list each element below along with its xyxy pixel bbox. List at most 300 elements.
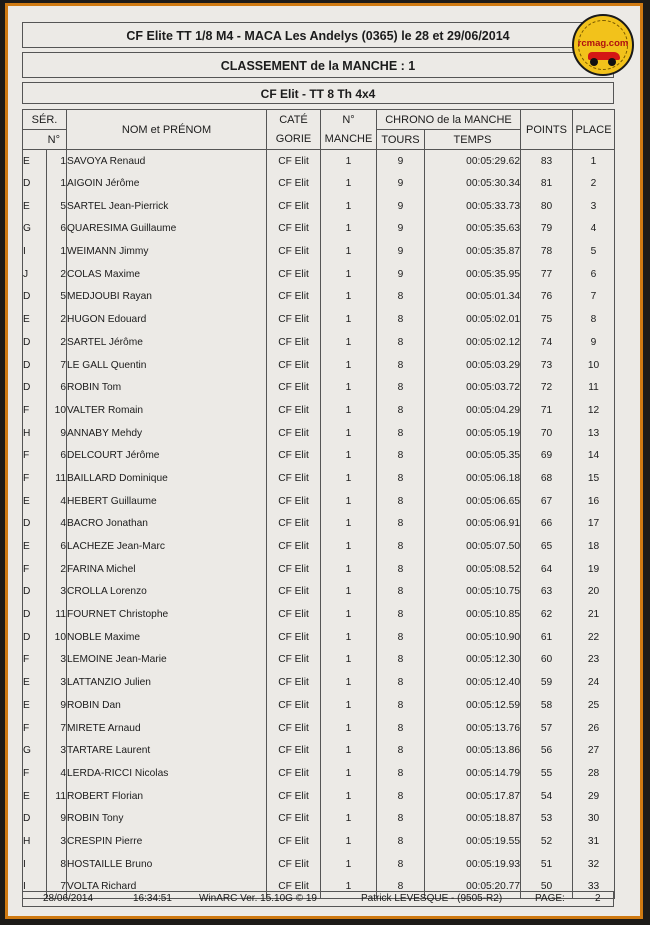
race-time: 00:05:04.29 xyxy=(425,399,521,422)
pilot-name: DELCOURT Jérôme xyxy=(67,444,267,467)
pilot-name: SARTEL Jérôme xyxy=(67,331,267,354)
manche-number: 1 xyxy=(321,581,377,604)
place: 16 xyxy=(573,490,615,513)
start-number: 5 xyxy=(47,286,67,309)
points: 55 xyxy=(521,762,573,785)
points: 73 xyxy=(521,354,573,377)
category: CF Elit xyxy=(267,376,321,399)
manche-number: 1 xyxy=(321,399,377,422)
laps: 8 xyxy=(377,853,425,876)
manche-number: 1 xyxy=(321,626,377,649)
points: 57 xyxy=(521,717,573,740)
pilot-name: MEDJOUBI Rayan xyxy=(67,286,267,309)
race-time: 00:05:12.59 xyxy=(425,694,521,717)
table-row xyxy=(23,490,615,513)
points: 67 xyxy=(521,490,573,513)
table-row xyxy=(23,218,615,241)
category: CF Elit xyxy=(267,308,321,331)
category: CF Elit xyxy=(267,286,321,309)
category: CF Elit xyxy=(267,694,321,717)
table-row xyxy=(23,263,615,286)
pilot-name: CRESPIN Pierre xyxy=(67,830,267,853)
category: CF Elit xyxy=(267,399,321,422)
pilot-name: ANNABY Mehdy xyxy=(67,422,267,445)
points: 50 xyxy=(521,876,573,899)
place: 17 xyxy=(573,513,615,536)
place: 19 xyxy=(573,558,615,581)
laps: 9 xyxy=(377,240,425,263)
serie-letter: D xyxy=(23,331,47,354)
points: 61 xyxy=(521,626,573,649)
manche-number: 1 xyxy=(321,172,377,195)
start-number: 7 xyxy=(47,354,67,377)
place: 4 xyxy=(573,218,615,241)
table-row xyxy=(23,399,615,422)
serie-letter: F xyxy=(23,558,47,581)
start-number: 1 xyxy=(47,172,67,195)
category: CF Elit xyxy=(267,876,321,899)
manche-number: 1 xyxy=(321,490,377,513)
place: 9 xyxy=(573,331,615,354)
pilot-name: VOLTA Richard xyxy=(67,876,267,899)
start-number: 2 xyxy=(47,331,67,354)
start-number: 6 xyxy=(47,444,67,467)
start-number: 4 xyxy=(47,513,67,536)
category: CF Elit xyxy=(267,331,321,354)
points: 81 xyxy=(521,172,573,195)
place: 18 xyxy=(573,535,615,558)
table-row xyxy=(23,354,615,377)
serie-letter: E xyxy=(23,671,47,694)
manche-number: 1 xyxy=(321,853,377,876)
serie-letter: E xyxy=(23,490,47,513)
serie-letter: D xyxy=(23,581,47,604)
race-time: 00:05:07.50 xyxy=(425,535,521,558)
points: 68 xyxy=(521,467,573,490)
manche-number: 1 xyxy=(321,535,377,558)
race-time: 00:05:35.95 xyxy=(425,263,521,286)
col-tours-header: TOURS xyxy=(377,130,425,150)
race-time: 00:05:14.79 xyxy=(425,762,521,785)
laps: 8 xyxy=(377,807,425,830)
col-num-header: N° xyxy=(23,130,67,150)
table-row xyxy=(23,150,615,173)
start-number: 9 xyxy=(47,694,67,717)
manche-number: 1 xyxy=(321,331,377,354)
category: CF Elit xyxy=(267,422,321,445)
serie-letter: J xyxy=(23,263,47,286)
race-time: 00:05:05.35 xyxy=(425,444,521,467)
place: 1 xyxy=(573,150,615,173)
category: CF Elit xyxy=(267,830,321,853)
laps: 8 xyxy=(377,876,425,899)
place: 29 xyxy=(573,785,615,808)
table-row xyxy=(23,467,615,490)
start-number: 6 xyxy=(47,218,67,241)
serie-letter: H xyxy=(23,422,47,445)
results-body xyxy=(23,150,615,899)
race-time: 00:05:35.87 xyxy=(425,240,521,263)
points: 80 xyxy=(521,195,573,218)
place: 26 xyxy=(573,717,615,740)
classement-title: CLASSEMENT de la MANCHE : 1 xyxy=(22,52,614,78)
race-time: 00:05:12.40 xyxy=(425,671,521,694)
table-row xyxy=(23,717,615,740)
pilot-name: FOURNET Christophe xyxy=(67,603,267,626)
place: 32 xyxy=(573,853,615,876)
laps: 8 xyxy=(377,490,425,513)
race-time: 00:05:02.01 xyxy=(425,308,521,331)
event-title: CF Elite TT 1/8 M4 - MACA Les Andelys (0365) le 28 et 29/06/2014 xyxy=(22,22,614,48)
place: 27 xyxy=(573,739,615,762)
start-number: 10 xyxy=(47,399,67,422)
points: 51 xyxy=(521,853,573,876)
laps: 8 xyxy=(377,331,425,354)
points: 53 xyxy=(521,807,573,830)
serie-letter: E xyxy=(23,535,47,558)
footer-author: Patrick LEVESQUE - (9505-R2) xyxy=(361,893,503,904)
place: 21 xyxy=(573,603,615,626)
manche-number: 1 xyxy=(321,671,377,694)
laps: 9 xyxy=(377,195,425,218)
serie-letter: E xyxy=(23,308,47,331)
category: CF Elit xyxy=(267,513,321,536)
pilot-name: ROBIN Tony xyxy=(67,807,267,830)
pilot-name: ROBIN Tom xyxy=(67,376,267,399)
manche-number: 1 xyxy=(321,240,377,263)
start-number: 1 xyxy=(47,150,67,173)
points: 74 xyxy=(521,331,573,354)
serie-letter: G xyxy=(23,218,47,241)
start-number: 9 xyxy=(47,807,67,830)
place: 30 xyxy=(573,807,615,830)
serie-letter: D xyxy=(23,626,47,649)
manche-number: 1 xyxy=(321,649,377,672)
category: CF Elit xyxy=(267,807,321,830)
wheel-icon xyxy=(608,58,616,66)
start-number: 5 xyxy=(47,195,67,218)
serie-letter: F xyxy=(23,444,47,467)
manche-number: 1 xyxy=(321,762,377,785)
serie-letter: F xyxy=(23,717,47,740)
serie-letter: D xyxy=(23,513,47,536)
start-number: 2 xyxy=(47,308,67,331)
points: 62 xyxy=(521,603,573,626)
pilot-name: BACRO Jonathan xyxy=(67,513,267,536)
laps: 8 xyxy=(377,581,425,604)
col-manche2-header: MANCHE xyxy=(321,130,377,150)
category: CF Elit xyxy=(267,649,321,672)
table-row xyxy=(23,626,615,649)
category: CF Elit xyxy=(267,150,321,173)
laps: 8 xyxy=(377,444,425,467)
points: 75 xyxy=(521,308,573,331)
serie-letter: D xyxy=(23,376,47,399)
start-number: 8 xyxy=(47,853,67,876)
points: 59 xyxy=(521,671,573,694)
pilot-name: ROBERT Florian xyxy=(67,785,267,808)
start-number: 2 xyxy=(47,263,67,286)
points: 71 xyxy=(521,399,573,422)
footer-date: 28/06/2014 xyxy=(43,893,94,904)
serie-letter: I xyxy=(23,240,47,263)
points: 65 xyxy=(521,535,573,558)
footer-page-label: PAGE: xyxy=(535,893,565,904)
table-row xyxy=(23,807,615,830)
wheel-icon xyxy=(590,58,598,66)
category: CF Elit xyxy=(267,581,321,604)
place: 22 xyxy=(573,626,615,649)
col-ser-header: SÉR. xyxy=(23,110,67,130)
footer-time: 16:34:51 xyxy=(133,893,172,904)
laps: 9 xyxy=(377,263,425,286)
points: 63 xyxy=(521,581,573,604)
start-number: 10 xyxy=(47,626,67,649)
footer-bar xyxy=(22,891,614,907)
pilot-name: NOBLE Maxime xyxy=(67,626,267,649)
col-points-header: POINTS xyxy=(521,110,573,150)
start-number: 7 xyxy=(47,717,67,740)
race-time: 00:05:08.52 xyxy=(425,558,521,581)
pilot-name: LEMOINE Jean-Marie xyxy=(67,649,267,672)
place: 8 xyxy=(573,308,615,331)
laps: 8 xyxy=(377,535,425,558)
category: CF Elit xyxy=(267,671,321,694)
laps: 8 xyxy=(377,308,425,331)
laps: 8 xyxy=(377,376,425,399)
start-number: 11 xyxy=(47,603,67,626)
category: CF Elit xyxy=(267,603,321,626)
manche-number: 1 xyxy=(321,876,377,899)
rcmag-logo xyxy=(572,14,634,76)
manche-number: 1 xyxy=(321,263,377,286)
serie-letter: F xyxy=(23,649,47,672)
laps: 8 xyxy=(377,717,425,740)
start-number: 7 xyxy=(47,876,67,899)
col-chrono-header: CHRONO de la MANCHE xyxy=(377,110,521,130)
race-time: 00:05:20.77 xyxy=(425,876,521,899)
place: 10 xyxy=(573,354,615,377)
points: 83 xyxy=(521,150,573,173)
category: CF Elit xyxy=(267,240,321,263)
laps: 8 xyxy=(377,830,425,853)
pilot-name: WEIMANN Jimmy xyxy=(67,240,267,263)
table-row xyxy=(23,513,615,536)
points: 69 xyxy=(521,444,573,467)
start-number: 1 xyxy=(47,240,67,263)
manche-number: 1 xyxy=(321,785,377,808)
points: 64 xyxy=(521,558,573,581)
place: 23 xyxy=(573,649,615,672)
laps: 8 xyxy=(377,739,425,762)
race-time: 00:05:03.29 xyxy=(425,354,521,377)
table-row xyxy=(23,558,615,581)
serie-letter: F xyxy=(23,399,47,422)
category: CF Elit xyxy=(267,444,321,467)
serie-letter: D xyxy=(23,603,47,626)
points: 72 xyxy=(521,376,573,399)
col-name-header: NOM et PRÉNOM xyxy=(67,110,267,150)
place: 31 xyxy=(573,830,615,853)
place: 13 xyxy=(573,422,615,445)
pilot-name: LATTANZIO Julien xyxy=(67,671,267,694)
race-time: 00:05:05.19 xyxy=(425,422,521,445)
category: CF Elit xyxy=(267,785,321,808)
table-row xyxy=(23,853,615,876)
points: 52 xyxy=(521,830,573,853)
manche-number: 1 xyxy=(321,308,377,331)
start-number: 3 xyxy=(47,739,67,762)
race-time: 00:05:06.91 xyxy=(425,513,521,536)
race-time: 00:05:35.63 xyxy=(425,218,521,241)
table-row xyxy=(23,785,615,808)
category: CF Elit xyxy=(267,739,321,762)
pilot-name: CROLLA Lorenzo xyxy=(67,581,267,604)
place: 2 xyxy=(573,172,615,195)
race-time: 00:05:06.65 xyxy=(425,490,521,513)
laps: 9 xyxy=(377,218,425,241)
results-table xyxy=(22,109,615,899)
race-time: 00:05:17.87 xyxy=(425,785,521,808)
race-time: 00:05:29.62 xyxy=(425,150,521,173)
points: 60 xyxy=(521,649,573,672)
logo-text: rcmag.com xyxy=(577,38,629,49)
place: 6 xyxy=(573,263,615,286)
laps: 8 xyxy=(377,422,425,445)
pilot-name: TARTARE Laurent xyxy=(67,739,267,762)
start-number: 3 xyxy=(47,649,67,672)
category-title: CF Elit - TT 8 Th 4x4 xyxy=(22,82,614,104)
race-time: 00:05:18.87 xyxy=(425,807,521,830)
start-number: 4 xyxy=(47,762,67,785)
start-number: 2 xyxy=(47,558,67,581)
race-time: 00:05:19.93 xyxy=(425,853,521,876)
table-row xyxy=(23,444,615,467)
laps: 8 xyxy=(377,399,425,422)
start-number: 11 xyxy=(47,785,67,808)
manche-number: 1 xyxy=(321,195,377,218)
table-row xyxy=(23,422,615,445)
laps: 8 xyxy=(377,694,425,717)
place: 7 xyxy=(573,286,615,309)
laps: 8 xyxy=(377,626,425,649)
table-row xyxy=(23,830,615,853)
start-number: 4 xyxy=(47,490,67,513)
laps: 8 xyxy=(377,558,425,581)
category: CF Elit xyxy=(267,172,321,195)
manche-number: 1 xyxy=(321,150,377,173)
laps: 8 xyxy=(377,762,425,785)
serie-letter: G xyxy=(23,739,47,762)
manche-number: 1 xyxy=(321,354,377,377)
col-cate-header: CATÉ xyxy=(267,110,321,130)
table-row xyxy=(23,739,615,762)
table-row xyxy=(23,603,615,626)
start-number: 3 xyxy=(47,830,67,853)
manche-number: 1 xyxy=(321,286,377,309)
pilot-name: AIGOIN Jérôme xyxy=(67,172,267,195)
race-time: 00:05:12.30 xyxy=(425,649,521,672)
laps: 8 xyxy=(377,671,425,694)
manche-number: 1 xyxy=(321,830,377,853)
pilot-name: HEBERT Guillaume xyxy=(67,490,267,513)
manche-number: 1 xyxy=(321,739,377,762)
race-time: 00:05:06.18 xyxy=(425,467,521,490)
race-time: 00:05:01.34 xyxy=(425,286,521,309)
points: 70 xyxy=(521,422,573,445)
start-number: 6 xyxy=(47,535,67,558)
footer-page-value: 2 xyxy=(595,893,601,904)
col-place-header: PLACE xyxy=(573,110,615,150)
pilot-name: BAILLARD Dominique xyxy=(67,467,267,490)
category: CF Elit xyxy=(267,762,321,785)
manche-number: 1 xyxy=(321,422,377,445)
points: 77 xyxy=(521,263,573,286)
serie-letter: I xyxy=(23,876,47,899)
race-time: 00:05:33.73 xyxy=(425,195,521,218)
points: 79 xyxy=(521,218,573,241)
place: 33 xyxy=(573,876,615,899)
points: 76 xyxy=(521,286,573,309)
category: CF Elit xyxy=(267,195,321,218)
serie-letter: F xyxy=(23,467,47,490)
pilot-name: FARINA Michel xyxy=(67,558,267,581)
start-number: 9 xyxy=(47,422,67,445)
laps: 8 xyxy=(377,354,425,377)
laps: 8 xyxy=(377,467,425,490)
serie-letter: D xyxy=(23,354,47,377)
table-row xyxy=(23,581,615,604)
table-row xyxy=(23,376,615,399)
place: 12 xyxy=(573,399,615,422)
table-row xyxy=(23,308,615,331)
category: CF Elit xyxy=(267,263,321,286)
place: 24 xyxy=(573,671,615,694)
laps: 8 xyxy=(377,785,425,808)
laps: 8 xyxy=(377,649,425,672)
category: CF Elit xyxy=(267,218,321,241)
pilot-name: SARTEL Jean-Pierrick xyxy=(67,195,267,218)
serie-letter: I xyxy=(23,853,47,876)
serie-letter: H xyxy=(23,830,47,853)
race-time: 00:05:03.72 xyxy=(425,376,521,399)
serie-letter: E xyxy=(23,195,47,218)
race-time: 00:05:13.76 xyxy=(425,717,521,740)
col-temps-header: TEMPS xyxy=(425,130,521,150)
manche-number: 1 xyxy=(321,807,377,830)
points: 66 xyxy=(521,513,573,536)
race-time: 00:05:10.75 xyxy=(425,581,521,604)
serie-letter: E xyxy=(23,150,47,173)
serie-letter: E xyxy=(23,785,47,808)
race-time: 00:05:30.34 xyxy=(425,172,521,195)
table-row xyxy=(23,649,615,672)
serie-letter: D xyxy=(23,286,47,309)
manche-number: 1 xyxy=(321,444,377,467)
pilot-name: COLAS Maxime xyxy=(67,263,267,286)
category: CF Elit xyxy=(267,354,321,377)
serie-letter: D xyxy=(23,172,47,195)
manche-number: 1 xyxy=(321,558,377,581)
place: 28 xyxy=(573,762,615,785)
place: 20 xyxy=(573,581,615,604)
points: 54 xyxy=(521,785,573,808)
category: CF Elit xyxy=(267,535,321,558)
serie-letter: E xyxy=(23,694,47,717)
manche-number: 1 xyxy=(321,603,377,626)
pilot-name: HUGON Edouard xyxy=(67,308,267,331)
pilot-name: MIRETE Arnaud xyxy=(67,717,267,740)
